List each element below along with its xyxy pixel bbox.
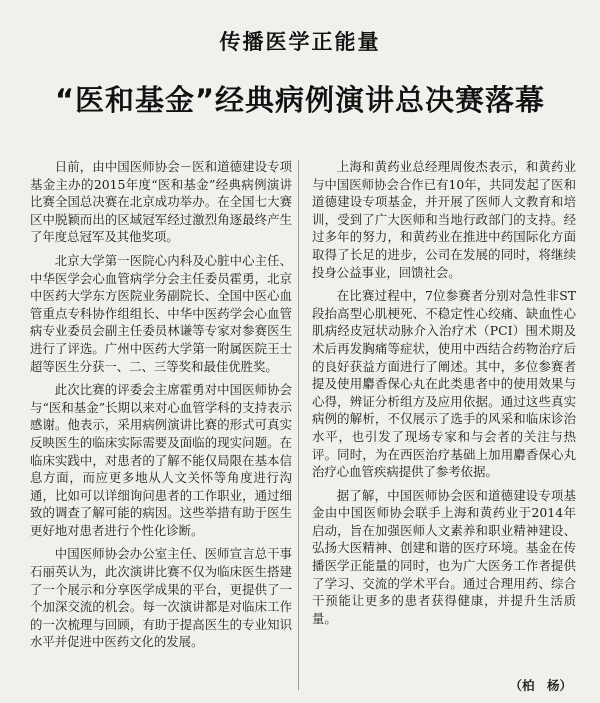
body-paragraph: 上海和黄药业总经理周俊杰表示，和黄药业与中国医师协会合作已有10年，共同发起了医和道德建设专项基金，并开展了医师人文教育和培训，受到了广大医师和当地行政部门的支持。经过多年的努力，和黄药业在推进中药国际化方面取得了长足的进步，公司在发展的同时，将继续投身公益事业，回馈社会。 [312,159,576,280]
right-column [312,158,576,633]
body-paragraph: 在比赛过程中，7位参赛者分别对急性非ST段抬高型心肌梗死、不稳定性心绞痛、缺血性心肌病经皮冠状动脉介入治疗术（PCI）围术期及术后再发胸痛等症状，使用中西结合药物治疗后的良好获益方面进行了阐述。其中，多位参赛者提及使用麝香保心丸在此类患者中的使用效果与心得，辨证分析组方及应用依据。通过这些真实病例的解析，不仅展示了选手的风采和临床诊治水平，也引发了现场专家和与会者的关注与热评。同时，为在西医治疗基础上加用麝香保心丸治疗心血管疾病提供了参考依据。 [312,288,576,480]
body-paragraph: 此次比赛的评委会主席霍勇对中国医师协会与“医和基金”长期以来对心血管学科的支持表示感谢。他表示，采用病例演讲比赛的形式可真实反映医生的临床实际需要及面临的现实问题。在临床实践中，对患者的了解不能仅局限在基本信息方面，而应更多地从人文关怀等角度进行沟通，比如可以详细询问患者的工作职业，通过细致的调查了解可能的病因。这些举措有助于医生更好地对患者进行个性化诊断。 [30,382,292,538]
headline: “医和基金”经典病例演讲总决赛落幕 [54,83,546,117]
body-paragraph: 中国医师协会办公室主任、医师宣言总干事石丽英认为，此次演讲比赛不仅为临床医生搭建了一个展示和分享医学成果的平台，更提供了一个加深交流的机会。每一次演讲都是对临床工作的一次梳理与回顾，有助于提高医生的专业知识水平并促进中医药文化的发展。 [30,546,292,650]
kicker-title: 传播医学正能量 [219,30,381,54]
left-column [30,158,292,657]
author-byline: （柏 杨） [509,678,572,693]
column-divider [298,160,299,690]
body-paragraph: 北京大学第一医院心内科及心脏中心主任、中华医学会心血管病学分会主任委员霍勇，北京中医药大学东方医院业务副院长、全国中医心血管重点专科协作组组长、中华中医药学会心血管病专业委员会副主任委员林谦等专家对参赛医生进行了评选。广州中医药大学第一附属医院王士超等医生分获一、二、三等奖和最佳优胜奖。 [30,252,292,374]
body-paragraph: 据了解，中国医师协会医和道德建设专项基金由中国医师协会联手上海和黄药业于2014年启动，旨在加强医师人文素养和职业精神建设、弘扬大医精神、创建和谐的医疗环境。基金在传播医学正能量的同时，也为广大医务工作者提供了学习、交流的学术平台。通过合理用药、综合干预能让更多的患者获得健康，并提升生活质量。 [312,487,576,626]
body-paragraph: 日前，由中国医师协会－医和道德建设专项基金主办的2015年度“医和基金”经典病例演讲比赛全国总决赛在北京成功举办。在全国七大赛区中脱颖而出的区域冠军经过激烈角逐最终产生了年度总冠军及其他奖项。 [30,159,292,245]
